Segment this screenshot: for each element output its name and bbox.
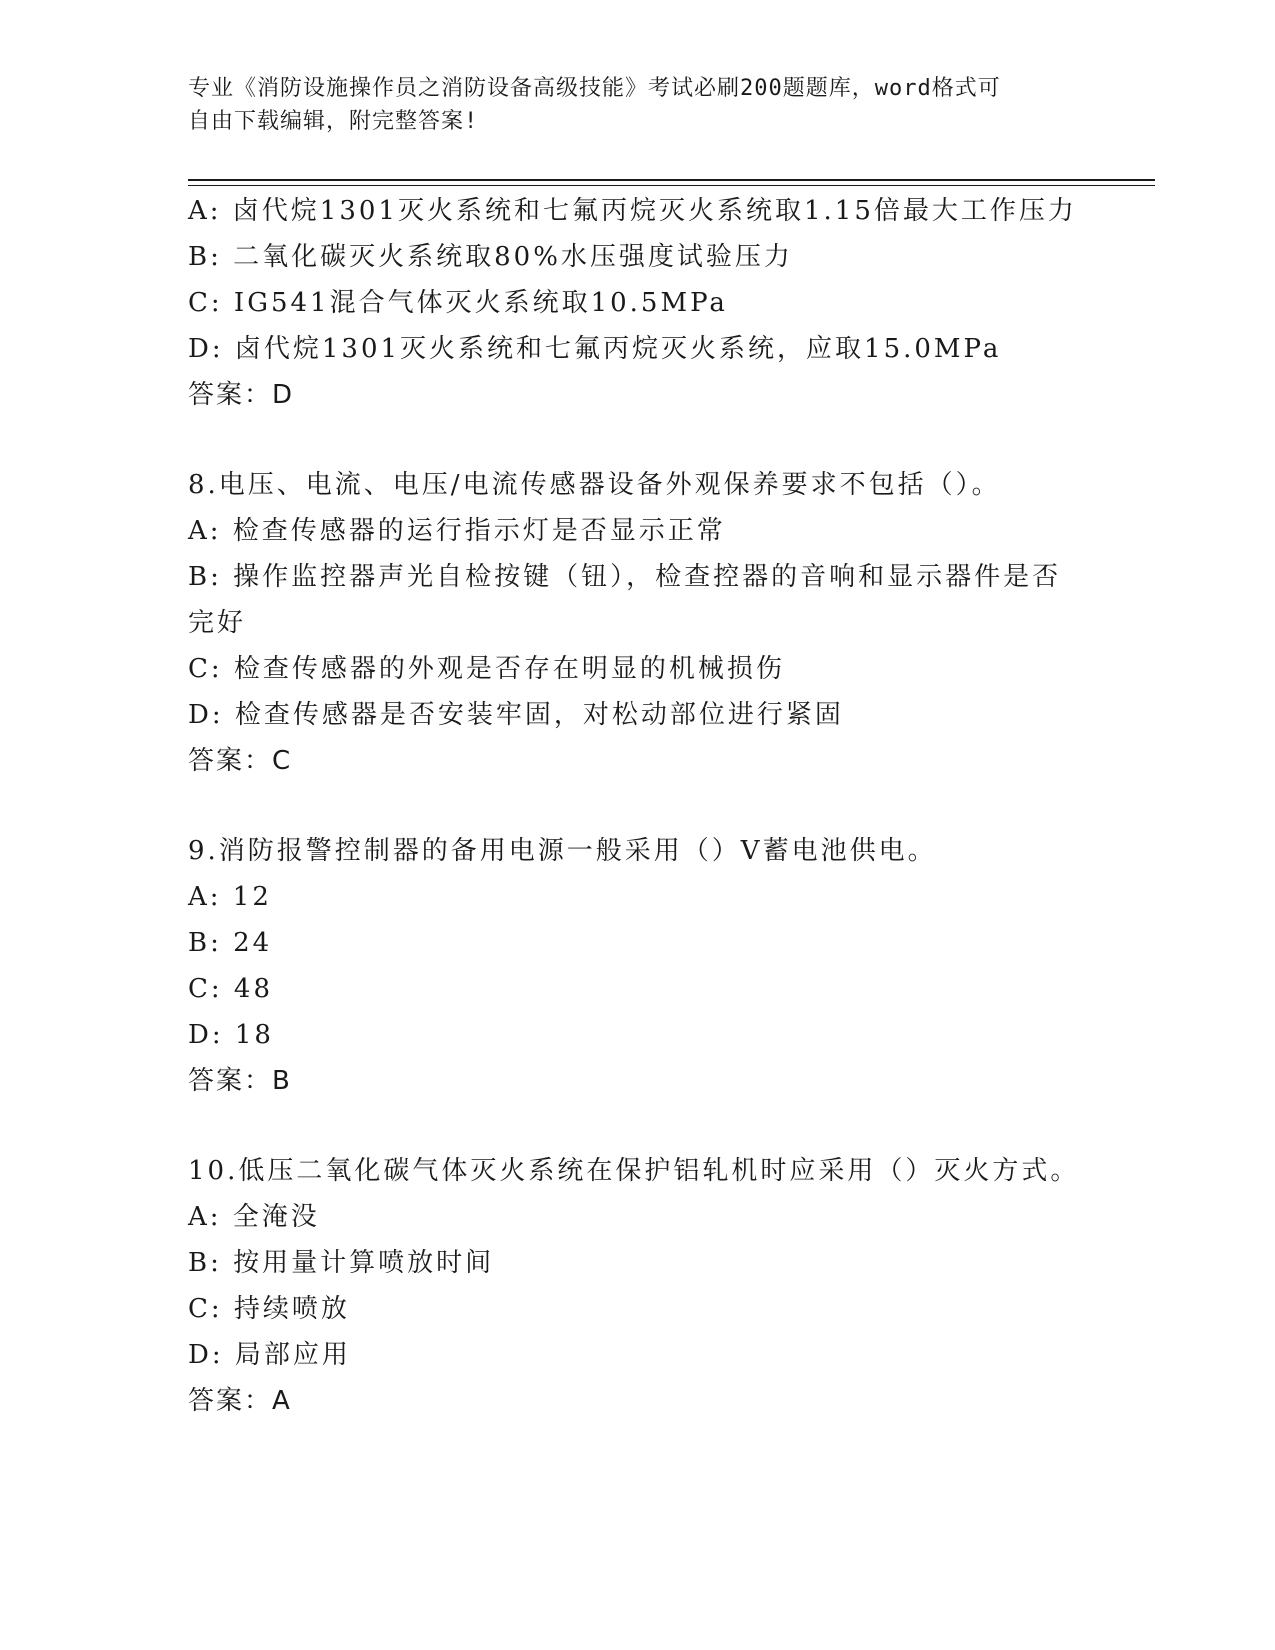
header-title-line-1: 专业《消防设施操作员之消防设备高级技能》考试必刷200题题库，word格式可 [188,76,1001,101]
option-d: D: 卤代烷1301灭火系统和七氟丙烷灭火系统，应取15.0MPa [188,334,1002,364]
option-d: D: 18 [188,1020,274,1050]
option-b: B: 24 [188,928,273,958]
header-divider-thick [188,179,1155,181]
spacer [188,784,1088,828]
spacer [188,1104,1088,1148]
question-text: 10.低压二氧化碳气体灭火系统在保护铝轧机时应采用（）灭火方式。 [188,1156,1080,1186]
option-d: D: 检查传感器是否安装牢固，对松动部位进行紧固 [188,700,844,730]
option-c: C: 48 [188,974,274,1004]
question-10 [188,1148,1088,1424]
option-b: B: 操作监控器声光自检按键（钮），检查控器的音响和显示器件是否 [188,562,1062,592]
answer-label: 答案：C [188,746,293,776]
option-b: B: 按用量计算喷放时间 [188,1248,495,1278]
question-7 [188,188,1088,418]
header-divider-thin [188,185,1155,186]
option-a: A: 全淹没 [188,1202,320,1232]
option-c: C: IG541混合气体灭火系统取10.5MPa [188,288,728,318]
option-a: A: 卤代烷1301灭火系统和七氟丙烷灭火系统取1.15倍最大工作压力 [188,196,1077,226]
option-a: A: 12 [188,882,272,912]
option-a: A: 检查传感器的运行指示灯是否显示正常 [188,516,726,546]
question-text: 8.电压、电流、电压/电流传感器设备外观保养要求不包括（）。 [188,470,1001,500]
question-8 [188,462,1088,784]
option-d: D: 局部应用 [188,1340,351,1370]
option-c: C: 持续喷放 [188,1294,350,1324]
header-title-line-2: 自由下载编辑，附完整答案! [188,109,479,134]
question-list [188,188,1088,1424]
spacer [188,418,1088,462]
option-b: B: 二氧化碳灭火系统取80%水压强度试验压力 [188,242,793,272]
answer-label: 答案：B [188,1066,292,1096]
question-text: 9.消防报警控制器的备用电源一般采用（）V蓄电池供电。 [188,836,937,866]
answer-label: 答案：A [188,1386,292,1416]
question-9 [188,828,1088,1104]
answer-label: 答案：D [188,380,295,410]
option-b-continued: 完好 [188,608,247,638]
option-c: C: 检查传感器的外观是否存在明显的机械损伤 [188,654,785,684]
page-header [188,72,1068,138]
